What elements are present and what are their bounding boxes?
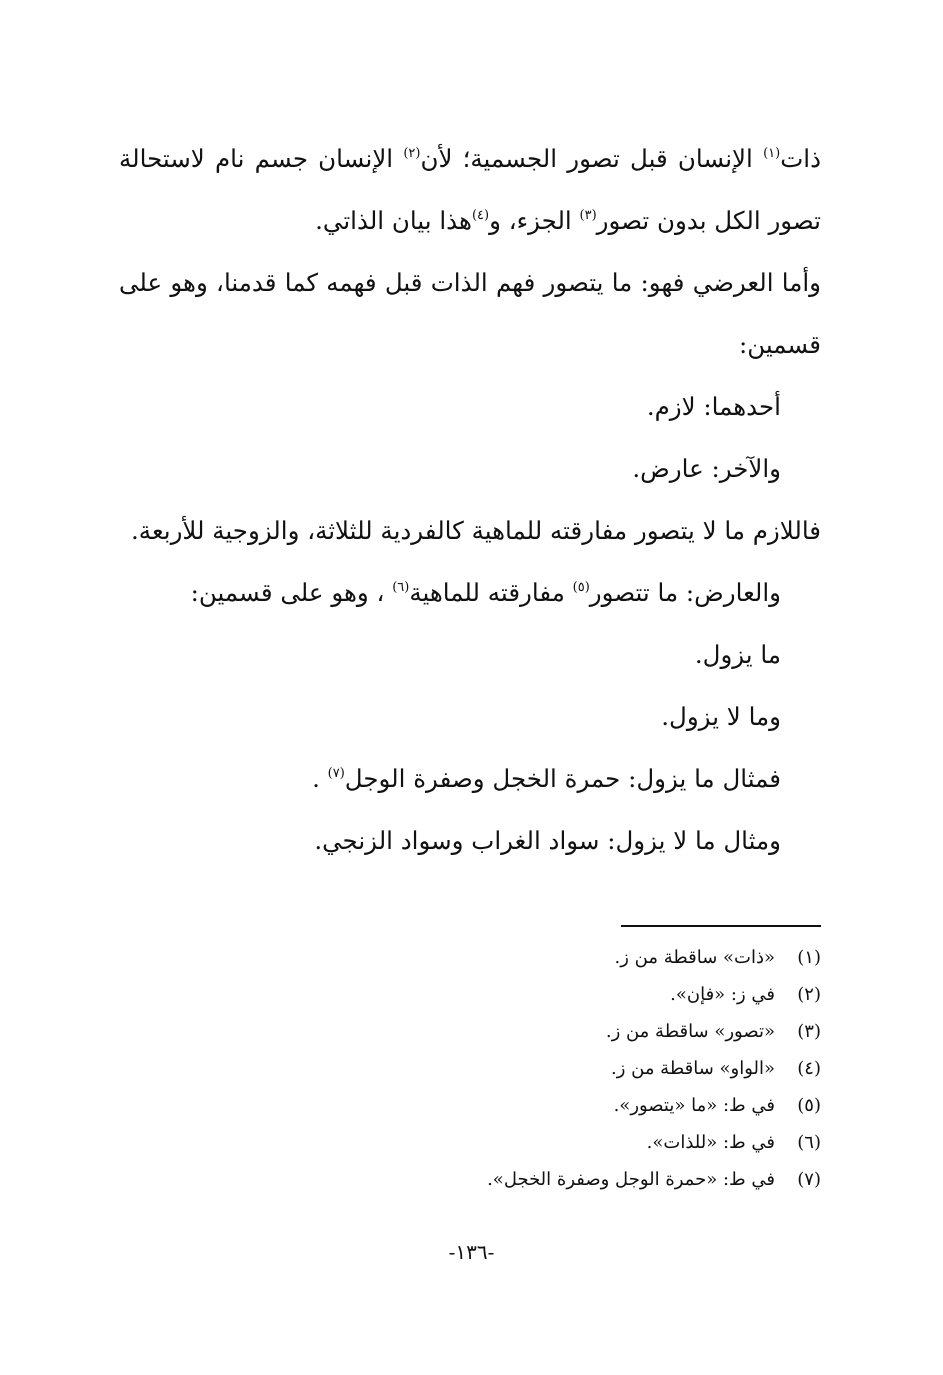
paragraph xyxy=(119,438,821,500)
footnote-number: (٤) xyxy=(797,1058,821,1079)
footnote-number: (٣) xyxy=(797,1021,821,1042)
text-segment: ذات xyxy=(780,144,821,173)
text-segment: ما يزول. xyxy=(694,640,781,669)
footnote-number: (٧) xyxy=(797,1169,821,1190)
text-segment: ، وهو على قسمين: xyxy=(190,578,393,607)
footnotes xyxy=(121,939,821,1198)
footnote-marker: (٣) xyxy=(579,208,597,223)
footnote xyxy=(121,939,821,976)
text-segment: وأما العرضي فهو: ما يتصور فهم الذات قبل فهمه كما قدمنا، وهو على قسمين: xyxy=(119,268,821,359)
footnote-text: «تصور» ساقطة من ز. xyxy=(605,1021,775,1042)
paragraph xyxy=(119,748,821,810)
text-segment: مفارقته للماهية xyxy=(409,578,573,607)
text-segment: . xyxy=(312,764,328,793)
text-segment: والآخر: عارض. xyxy=(632,454,781,483)
text-segment: الإنسان جسم نام لاستحالة تصور الكل بدون تصور xyxy=(119,144,821,235)
paragraph xyxy=(119,376,821,438)
footnote-marker: (٥) xyxy=(572,580,590,595)
paragraph xyxy=(119,810,821,872)
paragraph xyxy=(119,562,821,624)
paragraph xyxy=(119,686,821,748)
paragraph xyxy=(119,128,821,252)
text-segment: فاللازم ما لا يتصور مفارقته للماهية كالفردية للثلاثة، والزوجية للأربعة. xyxy=(131,516,821,545)
footnote xyxy=(121,1050,821,1087)
footnote-number: (٦) xyxy=(797,1132,821,1153)
footnote xyxy=(121,1087,821,1124)
footnote-marker: (٢) xyxy=(403,146,421,161)
text-segment: فمثال ما يزول: حمرة الخجل وصفرة الوجل xyxy=(344,764,781,793)
footnote-number: (٥) xyxy=(797,1095,821,1116)
footnote-number: (٢) xyxy=(797,984,821,1005)
footnote-marker: (٧) xyxy=(327,766,345,781)
text-segment: الجزء، و xyxy=(489,206,580,235)
footnote-text: في ط: «حمرة الوجل وصفرة الخجل». xyxy=(487,1169,775,1190)
footnote xyxy=(121,1013,821,1050)
main-text xyxy=(119,128,821,872)
paragraph xyxy=(119,624,821,686)
footnote-text: «الواو» ساقطة من ز. xyxy=(610,1058,775,1079)
text-segment: أحدهما: لازم. xyxy=(646,392,781,421)
footnote-separator xyxy=(621,925,821,927)
footnote-text: «ذات» ساقطة من ز. xyxy=(614,947,775,968)
footnote-text: في ط: «ما «يتصور». xyxy=(613,1095,775,1116)
text-segment: والعارض: ما تتصور xyxy=(589,578,781,607)
footnote-marker: (٤) xyxy=(471,208,490,223)
paragraph xyxy=(119,252,821,376)
text-segment: وما لا يزول. xyxy=(661,702,781,731)
text-segment: الإنسان قبل تصور الجسمية؛ لأن xyxy=(420,144,764,173)
paragraph xyxy=(119,500,821,562)
footnote-marker: (١) xyxy=(763,146,781,161)
footnote-text: في ط: «للذات». xyxy=(646,1132,775,1153)
footnote xyxy=(121,976,821,1013)
footnote-number: (١) xyxy=(797,947,821,968)
text-segment: ومثال ما لا يزول: سواد الغراب وسواد الزنجي. xyxy=(314,826,781,855)
footnote xyxy=(121,1124,821,1161)
footnote-text: في ز: «فإن». xyxy=(670,984,775,1005)
text-segment: هذا بيان الذاتي. xyxy=(315,206,472,235)
footnote-marker: (٦) xyxy=(392,580,410,595)
page-number: -١٣٦- xyxy=(448,1240,495,1264)
footnote xyxy=(121,1161,821,1198)
